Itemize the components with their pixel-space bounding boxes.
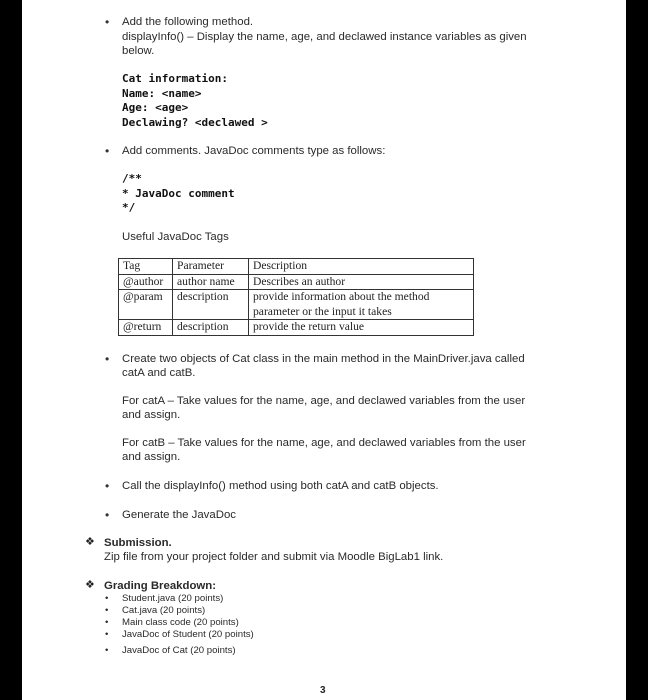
table-cell: @author xyxy=(119,274,173,290)
star-bullet-icon: ❖ xyxy=(85,579,95,591)
table-header-row xyxy=(119,259,474,275)
grading-title: Grading Breakdown: xyxy=(104,580,217,592)
grading-item: Student.java (20 points) xyxy=(122,593,224,604)
submission-title: Submission. xyxy=(104,537,172,549)
javadoc-tags-table xyxy=(118,258,474,336)
grading-item: JavaDoc of Cat (20 points) xyxy=(122,645,236,656)
method-item-line1: Add the following method. xyxy=(122,16,254,28)
document-page xyxy=(22,0,626,700)
catB-para-line1: For catB – Take values for the name, age, and declawed variables from the user xyxy=(122,437,526,449)
tags-heading: Useful JavaDoc Tags xyxy=(122,231,229,243)
table-row xyxy=(119,320,474,336)
table-cell: provide the return value xyxy=(249,320,474,336)
grading-item: Cat.java (20 points) xyxy=(122,605,206,616)
javadoc-line: /** xyxy=(122,172,142,185)
table-cell-line: parameter or the input it takes xyxy=(253,304,392,318)
table-cell: author name xyxy=(173,274,249,290)
table-row xyxy=(119,290,474,320)
table-header-cell: Parameter xyxy=(173,259,249,275)
grading-item: JavaDoc of Student (20 points) xyxy=(122,629,254,640)
objects-item-line1: Create two objects of Cat class in the main method in the MainDriver.java called xyxy=(122,353,525,365)
table-cell xyxy=(249,290,474,320)
page-number: 3 xyxy=(320,685,326,696)
objects-item-line2: catA and catB. xyxy=(122,367,196,379)
javadoc-line: */ xyxy=(122,201,136,214)
table-cell: @param xyxy=(119,290,173,320)
table-header-cell: Description xyxy=(249,259,474,275)
table-cell: description xyxy=(173,290,249,320)
table-row xyxy=(119,274,474,290)
bullet-marker: • xyxy=(105,15,110,29)
catA-para-line2: and assign. xyxy=(122,409,181,421)
code-line: Declawing? <declawed > xyxy=(122,115,268,129)
catB-para-line2: and assign. xyxy=(122,451,181,463)
code-line: Name: <name> xyxy=(122,86,202,100)
table-cell: @return xyxy=(119,320,173,336)
bullet-marker: • xyxy=(105,479,110,493)
method-item-line3: below. xyxy=(122,45,155,57)
call-item: Call the displayInfo() method using both catA and catB objects. xyxy=(122,480,439,492)
bullet-marker: • xyxy=(105,508,110,522)
table-cell: Describes an author xyxy=(249,274,474,290)
star-bullet-icon: ❖ xyxy=(85,536,95,548)
method-item-line2: displayInfo() – Display the name, age, and declawed instance variables as given xyxy=(122,31,527,43)
comments-item: Add comments. JavaDoc comments type as follows: xyxy=(122,145,386,157)
submission-text: Zip file from your project folder and submit via Moodle BigLab1 link. xyxy=(104,551,444,563)
javadoc-line: * JavaDoc comment xyxy=(122,186,235,200)
code-line: Cat information: xyxy=(122,72,228,85)
code-line: Age: <age> xyxy=(122,101,189,114)
bullet-marker: • xyxy=(105,617,109,628)
table-cell-line: provide information about the method xyxy=(253,290,430,304)
bullet-marker: • xyxy=(105,645,109,656)
bullet-marker: • xyxy=(105,605,109,616)
table-cell: description xyxy=(173,320,249,336)
generate-item: Generate the JavaDoc xyxy=(122,509,236,521)
grading-item: Main class code (20 points) xyxy=(122,617,239,628)
catA-para-line1: For catA – Take values for the name, age, and declawed variables from the user xyxy=(122,395,526,407)
table-header-cell: Tag xyxy=(119,259,173,275)
bullet-marker: • xyxy=(105,629,109,640)
bullet-marker: • xyxy=(105,593,109,604)
bullet-marker: • xyxy=(105,144,110,158)
bullet-marker: • xyxy=(105,352,110,366)
